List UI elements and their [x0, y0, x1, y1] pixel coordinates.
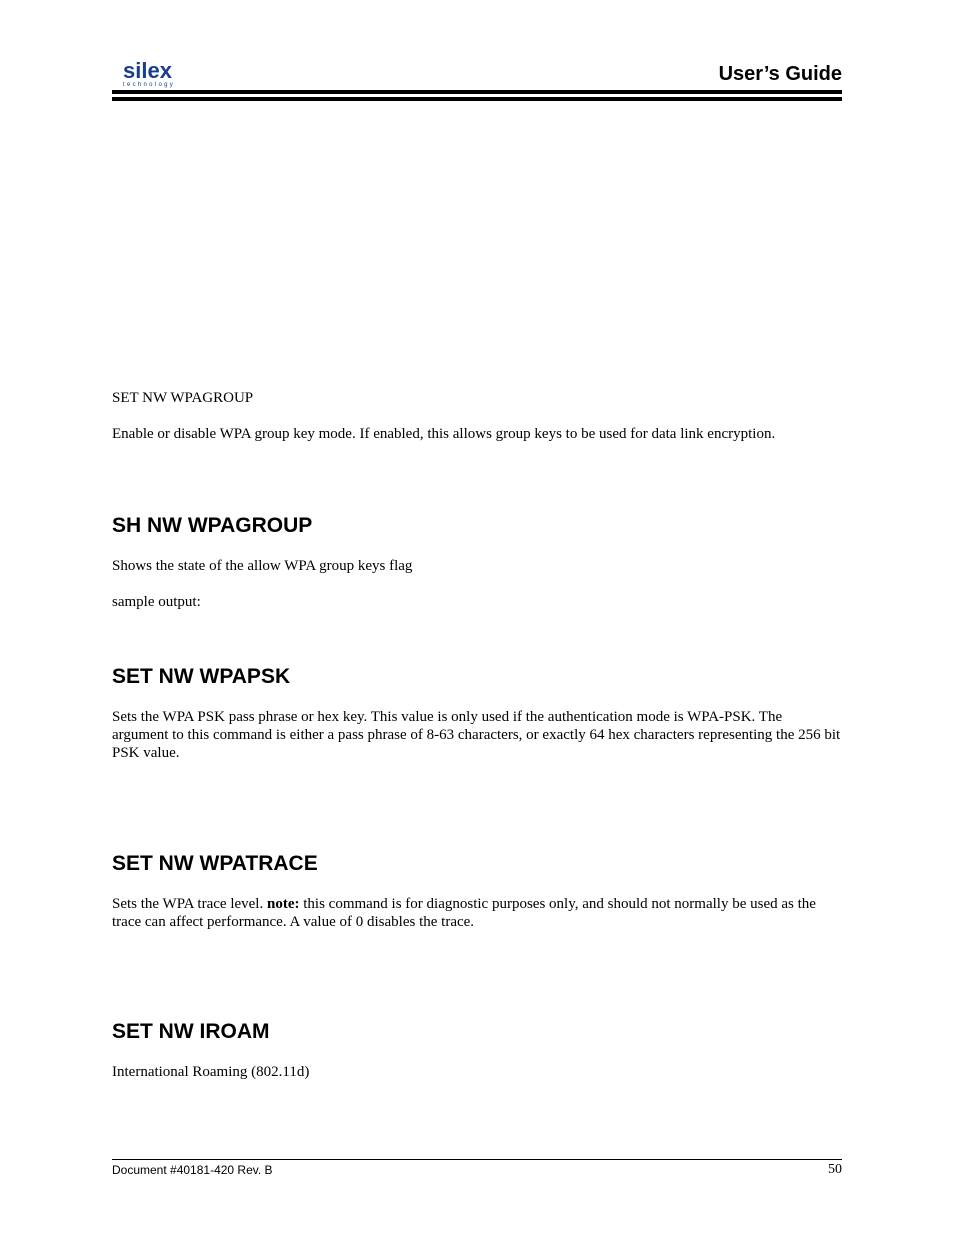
paragraph: SET NW WPAGROUP [112, 390, 254, 406]
note-label: note: [266, 896, 300, 912]
text: this command is for diagnostic purposes only, and should not normally be used as the trace can affect performance. A value of 0 disables the trace. [112, 896, 816, 930]
paragraph: International Roaming (802.11d) [112, 1064, 310, 1080]
paragraph [112, 895, 842, 931]
header-rule [112, 97, 842, 101]
section-heading: SET NW IROAM [112, 1020, 270, 1043]
document-number: Document #40181-420 Rev. B [112, 1163, 273, 1177]
paragraph: Enable or disable WPA group key mode. If enabled, this allows group keys to be used for data link encryption. [112, 426, 776, 442]
paragraph: sample output: [112, 594, 201, 610]
header-rule [112, 90, 842, 94]
logo-text: silex [123, 58, 172, 83]
paragraph: Shows the state of the allow WPA group keys flag [112, 558, 413, 574]
section-heading: SET NW WPATRACE [112, 852, 318, 875]
page-number: 50 [828, 1162, 842, 1177]
paragraph: Sets the WPA PSK pass phrase or hex key. This value is only used if the authentication mode is WPA-PSK. The argument to this command is either a pass phrase of 8-63 characters, or exactly 64 hex characters representing the 256 bit PSK value. [112, 709, 841, 761]
text: Sets the WPA trace level. [112, 896, 267, 912]
section-heading: SH NW WPAGROUP [112, 514, 313, 537]
footer-rule [112, 1159, 842, 1160]
section-heading: SET NW WPAPSK [112, 665, 291, 688]
header-title: User’s Guide [718, 63, 842, 85]
logo-subtext: technology [123, 82, 176, 88]
silex-logo [123, 60, 193, 90]
